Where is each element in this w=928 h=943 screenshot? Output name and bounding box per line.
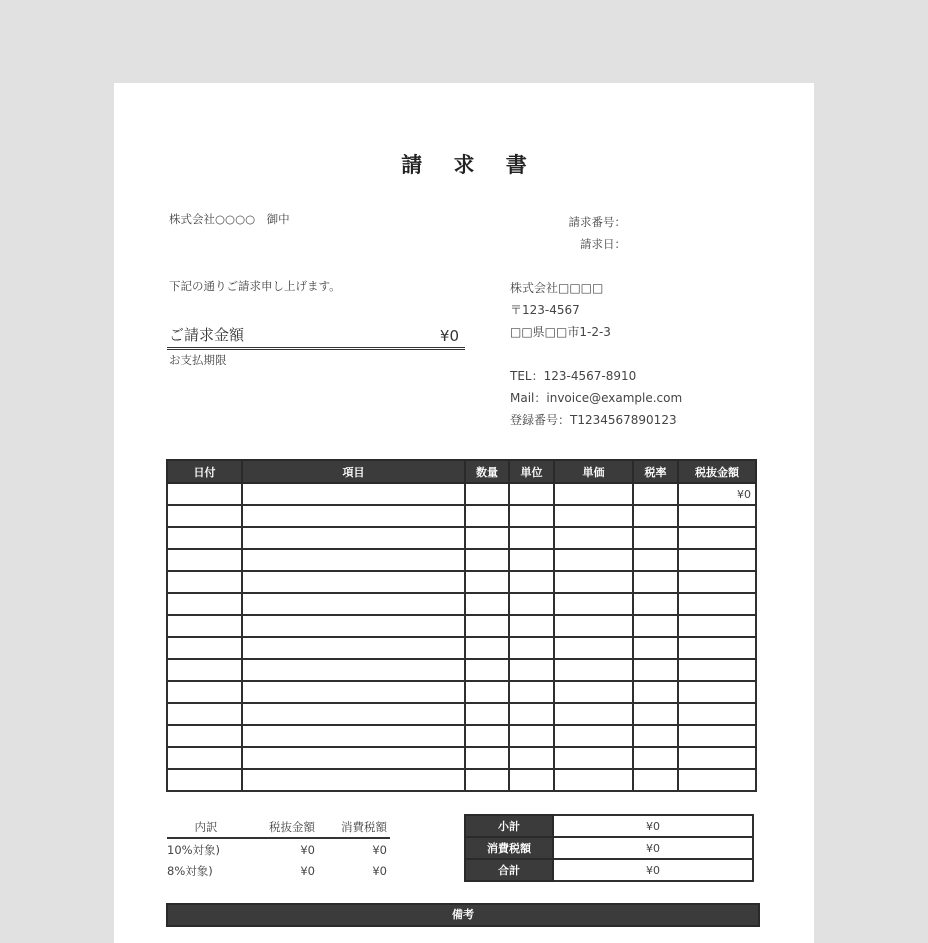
table-row: [167, 681, 756, 703]
breakdown-header-excl-tax: 税抜金額: [269, 819, 315, 834]
cell-date: [167, 747, 242, 769]
tax-row: [465, 837, 753, 859]
cell-tax-rate: [633, 593, 678, 615]
header-unit-price: 単価: [554, 460, 633, 483]
cell-item: [242, 725, 465, 747]
cell-date: [167, 637, 242, 659]
items-table: [166, 459, 757, 792]
cell-amount-excl-tax: [678, 747, 756, 769]
cell-tax-rate: [633, 747, 678, 769]
cell-unit-price: [554, 483, 633, 505]
cell-unit: [509, 527, 554, 549]
table-row: [167, 571, 756, 593]
cell-item: [242, 681, 465, 703]
cell-unit: [509, 747, 554, 769]
header-amount-excl-tax: 税抜金額: [678, 460, 756, 483]
cell-tax-rate: [633, 615, 678, 637]
breakdown-category: 10%対象): [167, 842, 221, 857]
cell-unit: [509, 483, 554, 505]
header-date: 日付: [167, 460, 242, 483]
header-item: 項目: [242, 460, 465, 483]
breakdown-excl-tax: ¥0: [300, 842, 315, 857]
cell-unit-price: [554, 615, 633, 637]
breakdown-tax: ¥0: [372, 842, 387, 857]
issuer-mail: Mail：invoice@example.com: [510, 391, 683, 405]
breakdown-category: 8%対象): [167, 863, 213, 878]
subtotal-value: ¥0: [553, 815, 753, 837]
cell-unit-price: [554, 747, 633, 769]
cell-date: [167, 703, 242, 725]
cell-unit: [509, 593, 554, 615]
issuer-postal: 〒123-4567: [510, 303, 580, 317]
cell-item: [242, 615, 465, 637]
cell-amount-excl-tax: [678, 769, 756, 791]
tax-value: ¥0: [553, 837, 753, 859]
cell-date: [167, 769, 242, 791]
cell-quantity: [465, 483, 509, 505]
issuer-info: [510, 277, 682, 431]
breakdown-header-category: 内訳: [194, 819, 218, 834]
cell-amount-excl-tax: [678, 637, 756, 659]
table-row: [167, 505, 756, 527]
cell-unit: [509, 571, 554, 593]
table-row: [167, 747, 756, 769]
cell-date: [167, 483, 242, 505]
issuer-registration: 登録番号：T1234567890123: [510, 413, 677, 427]
cell-quantity: [465, 615, 509, 637]
breakdown-row-10: [167, 839, 390, 860]
cell-quantity: [465, 637, 509, 659]
total-row: [465, 859, 753, 881]
total-label: 合計: [465, 859, 553, 881]
cell-unit: [509, 637, 554, 659]
cell-quantity: [465, 659, 509, 681]
breakdown-tax: ¥0: [372, 863, 387, 878]
cell-unit-price: [554, 637, 633, 659]
cell-quantity: [465, 769, 509, 791]
cell-unit-price: [554, 571, 633, 593]
cell-item: [242, 505, 465, 527]
table-row: [167, 659, 756, 681]
issuer-tel: TEL：123-4567-8910: [510, 369, 637, 383]
cell-item: [242, 527, 465, 549]
billing-amount-label: ご請求金額: [169, 326, 245, 344]
payment-due-label: お支払期限: [169, 353, 227, 367]
cell-unit-price: [554, 681, 633, 703]
cell-unit-price: [554, 769, 633, 791]
cell-date: [167, 659, 242, 681]
cell-quantity: [465, 505, 509, 527]
cell-tax-rate: [633, 659, 678, 681]
cell-amount-excl-tax: [678, 549, 756, 571]
breakdown-header: [167, 816, 390, 839]
cell-amount-excl-tax: [678, 615, 756, 637]
table-row: [167, 637, 756, 659]
cell-amount-excl-tax: [678, 505, 756, 527]
table-row: [167, 549, 756, 571]
cell-item: [242, 659, 465, 681]
totals-table: [464, 814, 754, 882]
cell-unit-price: [554, 725, 633, 747]
table-row: [167, 593, 756, 615]
cell-quantity: [465, 747, 509, 769]
cell-unit: [509, 703, 554, 725]
cell-amount-excl-tax: [678, 703, 756, 725]
cell-unit: [509, 725, 554, 747]
invoice-date-label: 請求日：: [580, 237, 626, 251]
cell-date: [167, 505, 242, 527]
header-quantity: 数量: [465, 460, 509, 483]
cell-quantity: [465, 549, 509, 571]
subtotal-row: [465, 815, 753, 837]
cell-item: [242, 637, 465, 659]
table-row: [167, 725, 756, 747]
breakdown-header-tax: 消費税額: [341, 819, 387, 834]
issuer-address: □□県□□市1-2-3: [510, 325, 611, 339]
cell-item: [242, 703, 465, 725]
table-row: [167, 769, 756, 791]
cell-date: [167, 681, 242, 703]
cell-unit-price: [554, 527, 633, 549]
cell-date: [167, 615, 242, 637]
cell-date: [167, 527, 242, 549]
tax-breakdown: [167, 816, 390, 881]
recipient-name: 株式会社○○○○ 御中: [169, 212, 290, 226]
subtotal-label: 小計: [465, 815, 553, 837]
invoice-meta: [569, 211, 627, 255]
billing-amount-value: ¥0: [439, 327, 459, 345]
cell-amount-excl-tax: [678, 571, 756, 593]
cell-date: [167, 593, 242, 615]
cell-tax-rate: [633, 703, 678, 725]
cell-tax-rate: [633, 483, 678, 505]
cell-unit: [509, 505, 554, 527]
invoice-page: [114, 83, 814, 943]
cell-quantity: [465, 593, 509, 615]
cell-unit-price: [554, 659, 633, 681]
cell-tax-rate: [633, 769, 678, 791]
cell-quantity: [465, 703, 509, 725]
cell-tax-rate: [633, 681, 678, 703]
cell-date: [167, 725, 242, 747]
cell-unit-price: [554, 703, 633, 725]
table-row: [167, 615, 756, 637]
cell-quantity: [465, 571, 509, 593]
breakdown-excl-tax: ¥0: [300, 863, 315, 878]
total-value: ¥0: [553, 859, 753, 881]
cell-tax-rate: [633, 505, 678, 527]
cell-quantity: [465, 725, 509, 747]
cell-item: [242, 593, 465, 615]
cell-unit: [509, 659, 554, 681]
cell-amount-excl-tax: [678, 725, 756, 747]
invoice-number-label: 請求番号：: [568, 215, 626, 229]
cell-tax-rate: [633, 725, 678, 747]
document-title: 請 求 書: [401, 153, 539, 177]
billing-amount: [167, 321, 465, 350]
items-header-row: [167, 460, 756, 483]
cell-tax-rate: [633, 571, 678, 593]
cell-amount-excl-tax: [678, 681, 756, 703]
spacer: [510, 343, 682, 365]
cell-quantity: [465, 681, 509, 703]
cell-amount-excl-tax: ¥0: [678, 483, 756, 505]
cell-item: [242, 483, 465, 505]
cell-unit: [509, 769, 554, 791]
cell-amount-excl-tax: [678, 659, 756, 681]
cell-quantity: [465, 527, 509, 549]
cell-unit-price: [554, 505, 633, 527]
cell-amount-excl-tax: [678, 593, 756, 615]
cell-tax-rate: [633, 527, 678, 549]
cell-tax-rate: [633, 549, 678, 571]
cell-date: [167, 571, 242, 593]
intro-text: 下記の通りご請求申し上げます。: [169, 279, 341, 293]
cell-tax-rate: [633, 637, 678, 659]
cell-unit: [509, 681, 554, 703]
issuer-company: 株式会社□□□□: [510, 281, 604, 295]
cell-unit: [509, 615, 554, 637]
cell-unit-price: [554, 593, 633, 615]
header-unit: 単位: [509, 460, 554, 483]
cell-unit-price: [554, 549, 633, 571]
header-tax-rate: 税率: [633, 460, 678, 483]
cell-unit: [509, 549, 554, 571]
remarks-header: 備考: [166, 903, 760, 927]
cell-item: [242, 769, 465, 791]
cell-date: [167, 549, 242, 571]
breakdown-row-8: [167, 860, 390, 881]
table-row: [167, 527, 756, 549]
table-row: [167, 703, 756, 725]
cell-item: [242, 549, 465, 571]
cell-amount-excl-tax: [678, 527, 756, 549]
cell-item: [242, 571, 465, 593]
tax-label: 消費税額: [465, 837, 553, 859]
table-row: [167, 483, 756, 505]
cell-item: [242, 747, 465, 769]
